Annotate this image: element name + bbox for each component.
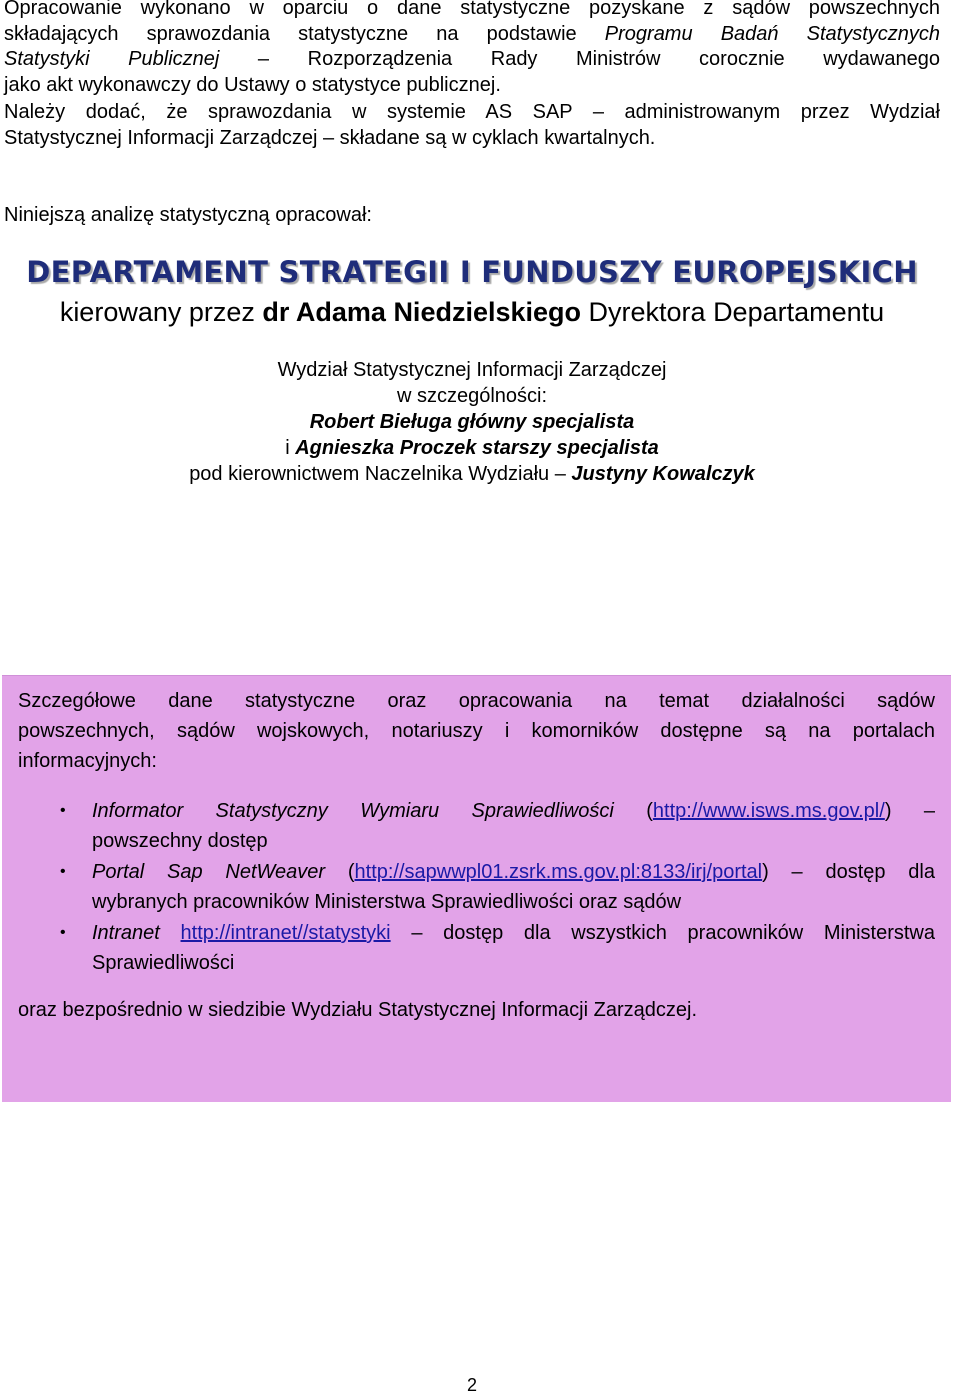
paren-close: ) – dostęp dla	[762, 861, 935, 883]
sap-portal-link[interactable]: http://sapwwpl01.zsrk.ms.gov.pl:8133/irj/portal	[354, 861, 763, 883]
bullet-icon: •	[60, 924, 66, 941]
portal-desc: Sprawiedliwości	[92, 952, 235, 974]
note-line: Należy dodać, że sprawozdania w systemie AS SAP – administrowanym przez Wydział	[4, 101, 940, 123]
division-name: Wydział Statystycznej Informacji Zarządczej	[277, 359, 667, 381]
portal-line	[92, 796, 935, 826]
info-line: powszechnych, sądów wojskowych, notariuszy i komorników dostępne są na portalach	[18, 720, 935, 742]
department-head	[0, 297, 944, 328]
portal-name: Portal Sap NetWeaver	[92, 861, 326, 883]
bullet-icon: •	[60, 802, 66, 819]
authored-by-label: Niniejszą analizę statystyczną opracował:	[4, 204, 372, 226]
intro-text: składających sprawozdania statystyczne na podstawie	[4, 22, 577, 45]
portals-info-box	[2, 675, 951, 1102]
intro-line	[4, 22, 940, 48]
team-member-row	[0, 435, 944, 461]
program-name-cont: Statystyki Publicznej	[4, 48, 220, 70]
intro-paragraph	[4, 0, 940, 98]
bullet-icon: •	[60, 863, 66, 880]
portal-line	[92, 918, 935, 948]
page-number: 2	[466, 1375, 477, 1395]
supervision-prefix: pod kierownictwem Naczelnika Wydziału –	[189, 463, 566, 485]
head-prefix: kierowany przez	[59, 297, 255, 327]
paren-close: ) –	[884, 800, 936, 822]
note-paragraph	[4, 100, 940, 151]
info-box-intro	[18, 686, 935, 776]
note-line: Statystycznej Informacji Zarządczej – składane są w cyklach kwartalnych.	[4, 126, 656, 149]
intro-line: Opracowanie wykonano w oparciu o dane statystyczne pozyskane z sądów powszechnych	[4, 0, 940, 19]
info-line: Szczegółowe dane statystyczne oraz opracowania na temat działalności sądów	[18, 690, 935, 712]
portal-desc: wybranych pracowników Ministerstwa Sprawiedliwości oraz sądów	[92, 891, 682, 913]
intro-line: jako akt wykonawczy do Ustawy o statystyce publicznej.	[4, 73, 501, 96]
team-member: Robert Bieługa główny specjalista	[309, 411, 635, 433]
portal-line	[92, 857, 935, 887]
list-item	[18, 796, 935, 856]
info-box-outro: oraz bezpośrednio w siedzibie Wydziału Statystycznej Informacji Zarządczej.	[18, 999, 697, 1021]
connector: i	[285, 437, 290, 459]
program-name: Programu Badań Statystycznych	[604, 22, 941, 45]
supervision-row	[0, 461, 944, 487]
portal-name: Intranet	[92, 922, 160, 944]
team-member: Agnieszka Proczek starszy specjalista	[295, 437, 659, 459]
team-credits	[0, 357, 944, 487]
head-role: Dyrektora Departamentu	[588, 297, 885, 327]
head-name: dr Adama Niedzielskiego	[262, 297, 582, 327]
paren-open: (	[646, 800, 653, 822]
info-line: informacyjnych:	[18, 750, 157, 772]
isws-link[interactable]: http://www.isws.ms.gov.pl/	[652, 800, 885, 822]
intranet-link[interactable]: http://intranet//statystyki	[180, 922, 391, 944]
intro-line	[4, 47, 940, 73]
portal-desc: powszechny dostęp	[92, 830, 268, 852]
list-item	[18, 918, 935, 978]
list-item	[18, 857, 935, 917]
in-particular-label: w szczególności:	[396, 385, 548, 407]
department-title: DEPARTAMENT STRATEGII I FUNDUSZY EUROPEJSKICH	[26, 255, 918, 289]
portal-desc-inline: – dostęp dla wszystkich pracowników Ministerstwa	[411, 922, 935, 944]
portal-name: Informator Statystyczny Wymiaru Sprawiedliwości	[92, 800, 614, 822]
intro-text: – Rozporządzenia Rady Ministrów corocznie wydawanego	[257, 48, 940, 70]
paren-open: (	[347, 861, 355, 883]
portal-list	[18, 796, 935, 979]
supervisor-name: Justyny Kowalczyk	[571, 463, 755, 485]
